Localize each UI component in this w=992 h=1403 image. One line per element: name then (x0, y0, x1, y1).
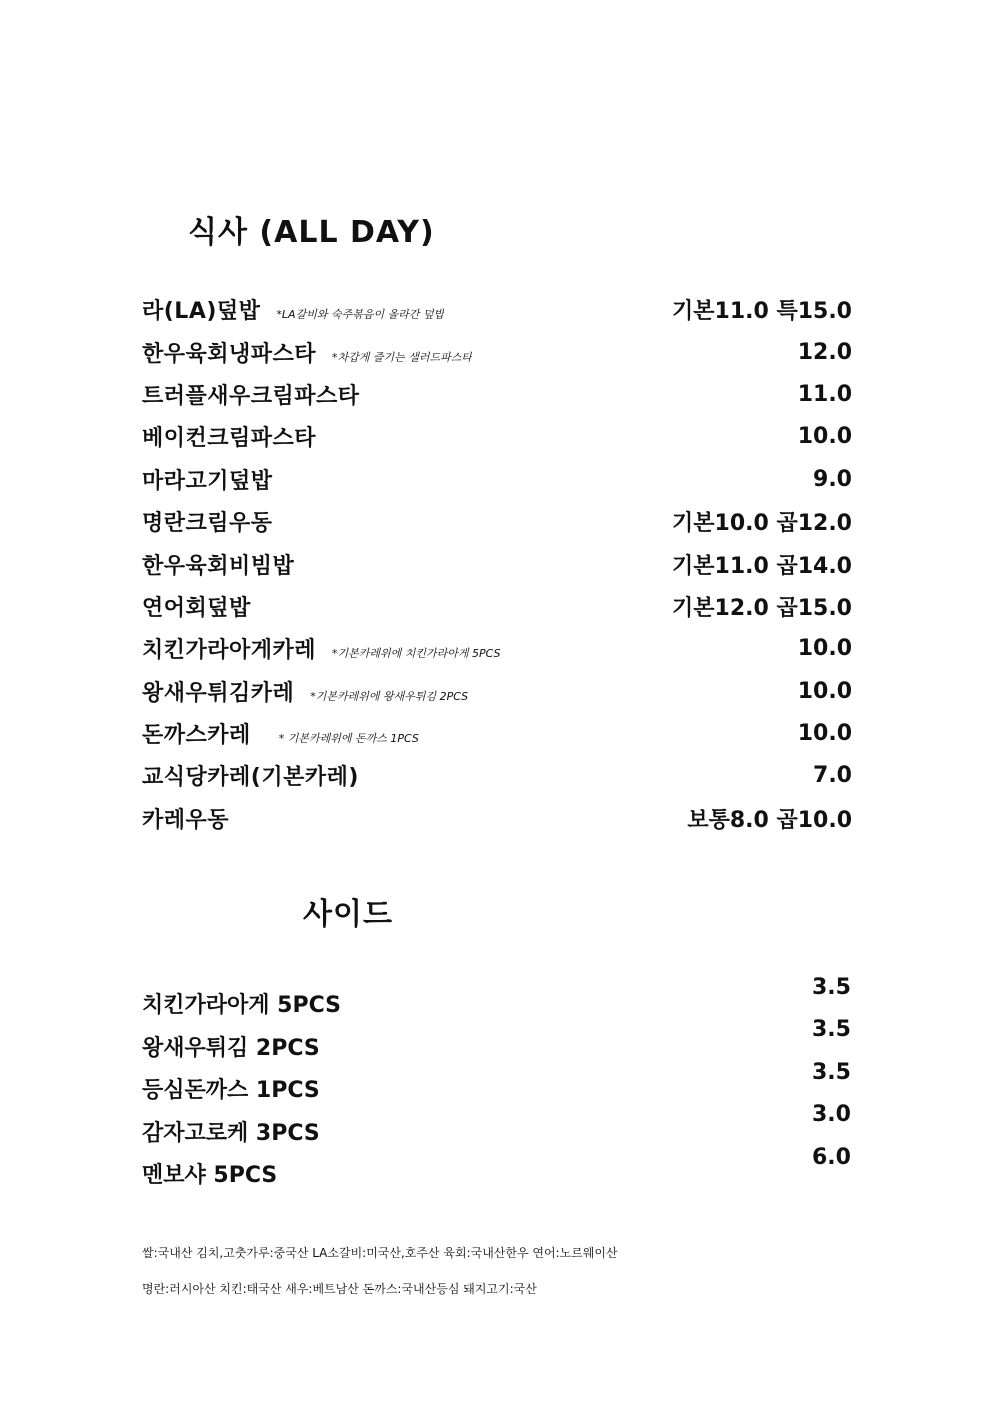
menu-item-name: 돈까스카레 (142, 722, 251, 748)
side-item-name: 왕새우튀김 2PCS (142, 1036, 320, 1061)
menu-item-name: 왕새우튀김카레 (142, 680, 295, 706)
menu-item (142, 673, 852, 709)
menu-item-price: 12.0 (797, 339, 852, 365)
menu-item-price: 10.0 (797, 678, 852, 704)
menu-item-note: *차갑게 즐기는 샐러드파스타 (332, 350, 473, 364)
menu-item-name: 한우육회비빔밥 (142, 553, 295, 579)
origin-info-line: 명란:러시아산 치킨:태국산 새우:베트남산 돈까스:국내산등심 돼지고기:국산 (142, 1282, 537, 1296)
menu-item-price: 기본11.0 특15.0 (672, 298, 852, 324)
menu-item-name: 트러플새우크림파스타 (142, 383, 360, 409)
menu-item (142, 461, 852, 497)
side-item-name: 치킨가라아게 5PCS (142, 993, 342, 1018)
side-item-price: 3.5 (812, 1017, 851, 1042)
menu-item-name: 교식당카레(기본카레) (142, 764, 359, 790)
menu-item-price: 11.0 (797, 381, 852, 407)
menu-item-price: 10.0 (797, 423, 852, 449)
menu-item-name: 베이컨크림파스타 (142, 425, 317, 451)
menu-item (142, 757, 852, 793)
side-item-name: 등심돈까스 1PCS (142, 1078, 320, 1103)
menu-item (142, 588, 852, 624)
side-item-name: 감자고로케 3PCS (142, 1121, 320, 1146)
menu-item-name: 마라고기덮밥 (142, 468, 273, 494)
menu-item-price: 9.0 (813, 466, 852, 492)
menu-item-note: *LA갈비와 숙주볶음이 올라간 덮밥 (276, 307, 445, 321)
side-item-price: 3.5 (812, 1060, 851, 1085)
menu-item-note: * 기본카레위에 돈까스 1PCS (278, 731, 419, 745)
side-item-name: 멘보샤 5PCS (142, 1163, 278, 1188)
menu-item-price: 10.0 (797, 635, 852, 661)
menu-item-name: 명란크림우동 (142, 510, 273, 536)
side-item-price: 3.5 (812, 975, 851, 1000)
menu-item (142, 376, 852, 412)
menu-item-price: 기본12.0 곱15.0 (672, 595, 852, 621)
menu-item-name: 카레우동 (142, 807, 230, 833)
menu-item-note: *기본카레위에 치킨가라아게 5PCS (332, 646, 501, 660)
menu-item (142, 418, 852, 454)
menu-item (142, 715, 852, 751)
origin-info-line: 쌀:국내산 김치,고춧가루:중국산 LA소갈비:미국산,호주산 육회:국내산한우 연어:노르웨이산 (142, 1246, 618, 1260)
menu-item-note: *기본카레위에 왕새우튀김 2PCS (310, 689, 469, 703)
menu-item (142, 630, 852, 666)
menu-item-price: 기본11.0 곱14.0 (672, 553, 852, 579)
side-item-price: 6.0 (812, 1145, 851, 1170)
menu-item (142, 291, 852, 327)
menu-item-price: 보통8.0 곱10.0 (687, 807, 852, 833)
menu-item-name: 치킨가라아게카레 (142, 637, 317, 663)
menu-item-price: 10.0 (797, 720, 852, 746)
menu-item-name: 한우육회냉파스타 (142, 341, 317, 367)
menu-item (142, 800, 852, 836)
menu-item-price: 기본10.0 곱12.0 (672, 510, 852, 536)
menu-item (142, 546, 852, 582)
side-section-title: 사이드 (303, 897, 393, 932)
menu-item (142, 503, 852, 539)
meal-section-title: 식사 (ALL DAY) (188, 215, 435, 250)
menu-item-name: 라(LA)덮밥 (142, 298, 261, 324)
menu-item-name: 연어회덮밥 (142, 595, 251, 621)
menu-item (142, 334, 852, 370)
side-item-price: 3.0 (812, 1102, 851, 1127)
menu-item-price: 7.0 (813, 762, 852, 788)
